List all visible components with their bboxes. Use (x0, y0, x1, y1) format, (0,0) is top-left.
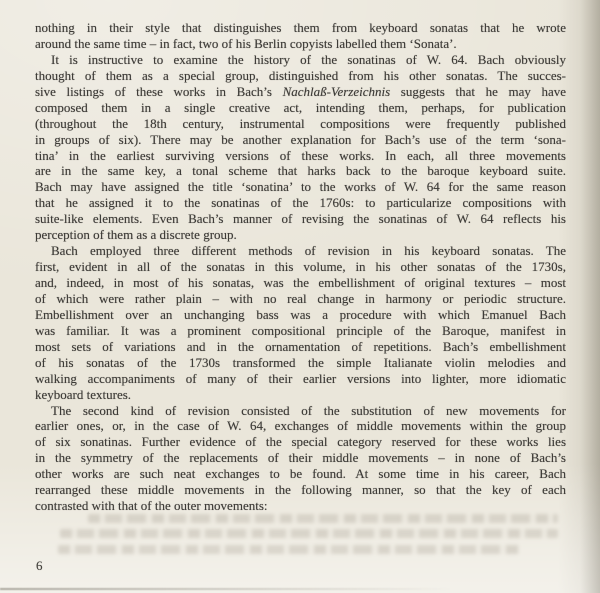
text-line: suite-like elements. Even Bach’s manner of revising the sonatinas of W. 64 reflects his (35, 211, 566, 227)
text-line: earlier ones, or, in the case of W. 64, exchanges of middle movements within the group (35, 418, 566, 434)
text-line: of his sonatas of the 1730s transformed the simple Italianate violin melodies and (35, 354, 566, 370)
text-line: thought of them as a special group, distinguished from his other sonatas. The succes- (35, 67, 566, 83)
page-edge-shadow (580, 0, 600, 593)
text-line: in groups of six). There may be another explanation for Bach’s use of the term ‘sona- (35, 131, 566, 147)
text-line: that he assigned it to the sonatinas of the 1760s: to particularize compositions with (35, 195, 566, 211)
text-line: contrasted with that of the outer movements: (35, 498, 268, 514)
text-line: first, evident in all of the sonatas in this volume, in his other sonatas of the 1730s, (35, 259, 566, 275)
text-line: was familiar. It was a prominent compositional principle of the Baroque, manifest in (35, 322, 566, 338)
text-line: of six sonatinas. Further evidence of the special category reserved for these works lies (35, 434, 566, 450)
text-line: The second kind of revision consisted of the substitution of new movements for (51, 402, 566, 418)
text-line: most sets of variations and in the ornamentation of repetitions. Bach’s embellishment (35, 338, 566, 354)
text-line: (throughout the 18th century, instrumental compositions were frequently published (35, 115, 566, 131)
text-line: keyboard textures. (35, 386, 132, 402)
show-through-text-line (88, 514, 558, 523)
text-line: Bach employed three different methods of revision in his keyboard sonatas. The (51, 243, 566, 259)
text-line: rearranged these middle movements in the following manner, so that the key of each (35, 482, 566, 498)
text-line: sive listings of these works in Bach’s Nachlaß-Verzeichnis suggests that he may have (35, 83, 566, 99)
page-bottom-crease (0, 588, 470, 590)
text-line: composed them in a single creative act, intending them, perhaps, for publication (35, 99, 566, 115)
text-line: around the same time – in fact, two of his Berlin copyists labelled them ‘Sonata’. (35, 35, 457, 51)
show-through-text-line (58, 545, 520, 554)
text-line: Embellishment over an unchanging bass was a procedure with which Emanuel Bach (35, 306, 566, 322)
text-block (35, 20, 566, 514)
text-line: are in the same key, a tonal scheme that harks back to the baroque keyboard suite. (35, 163, 566, 179)
text-line: of which were rather plain – with no real change in harmony or periodic structure. (35, 290, 566, 306)
text-line: Bach may have assigned the title ‘sonatina’ to the works of W. 64 for the same reason (35, 179, 566, 195)
page-number: 6 (36, 558, 43, 573)
show-through-text-line (60, 529, 558, 538)
text-line: It is instructive to examine the history of the sonatinas of W. 64. Bach obviously (51, 51, 566, 67)
text-line: perception of them as a discrete group. (35, 227, 237, 243)
text-line: walking accompaniments of many of their earlier versions into lighter, more idiomatic (35, 370, 566, 386)
text-line: nothing in their style that distinguishes them from keyboard sonatas that he wrote (35, 20, 566, 35)
text-line: tina’ in the earliest surviving versions of these works. In each, all three movements (35, 147, 566, 163)
text-line: and, indeed, in most of his sonatas, was the embellishment of original textures – most (35, 275, 566, 290)
text-line: in the symmetry of the replacements of their middle movements – in none of Bach’s (35, 450, 566, 466)
text-line: other works are such neat exchanges to be found. At some time in his career, Bach (35, 466, 566, 482)
